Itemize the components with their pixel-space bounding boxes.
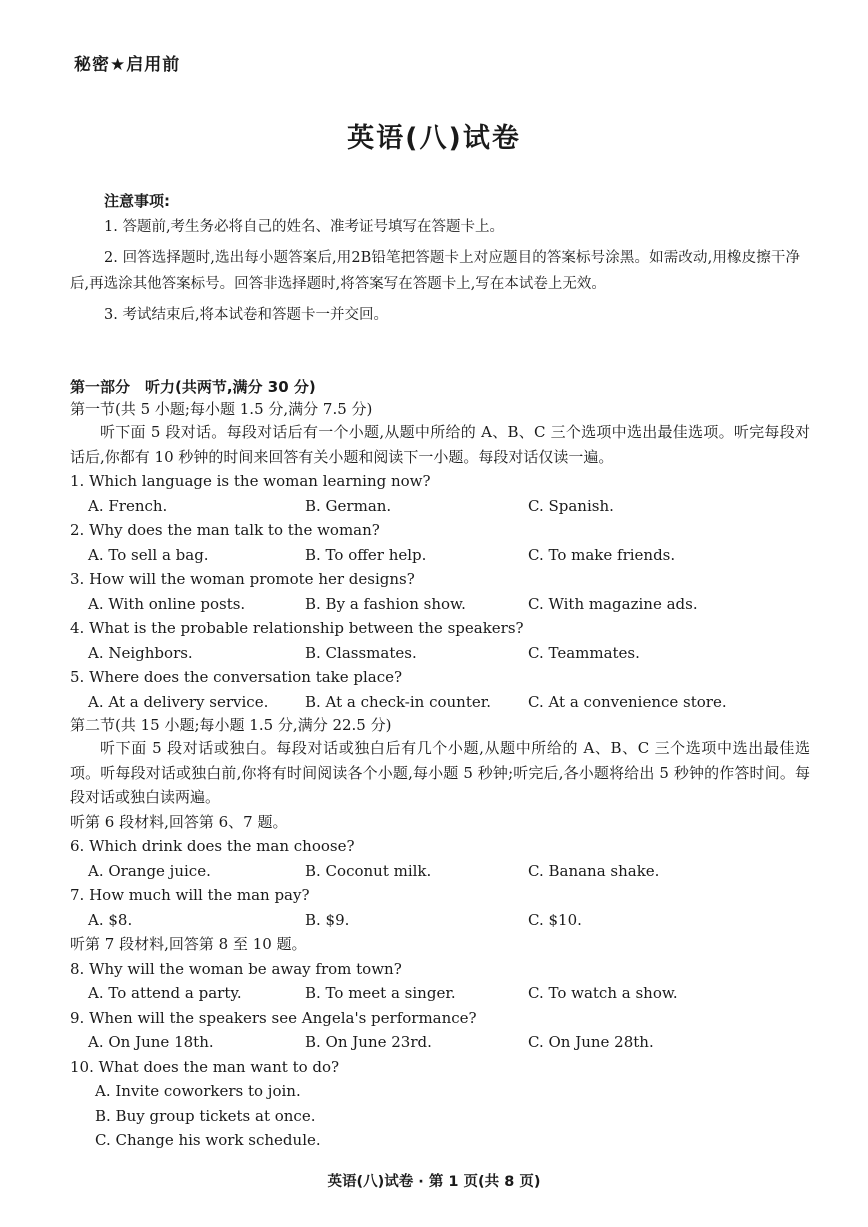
section2-instructions: 听下面 5 段对话或独白。每段对话或独白后有几个小题,从题中所给的 A、B、C 三个选项中选出最佳选项。听每段对话或独白前,你将有时间阅读各个小题,每小题 5 秒钟;听完后,各小题将给出 5 秒钟的作答时间。每段对话或独白读两遍。 xyxy=(70,739,810,806)
question-2: 2. Why does the man talk to the woman? xyxy=(70,521,380,539)
page-footer: 英语(八)试卷 · 第 1 页(共 8 页) xyxy=(327,1174,541,1190)
notice-item: 2. 回答选择题时,选出每小题答案后,用2B铅笔把答题卡上对应题目的答案标号涂黑。如需改动,用橡皮擦干净后,再选涂其他答案标号。回答非选择题时,将答案写在答题卡上,写在本试卷上无效。 xyxy=(70,250,800,292)
option-c: C. With magazine ads. xyxy=(528,594,698,613)
notice-section xyxy=(70,188,800,333)
notice-heading: 注意事项: xyxy=(104,192,170,210)
option-a: A. $8. xyxy=(88,910,133,929)
option-c: C. At a convenience store. xyxy=(528,692,727,711)
notice-item: 1. 答题前,考生务必将自己的姓名、准考证号填写在答题卡上。 xyxy=(104,219,505,235)
material-7-heading: 听第 7 段材料,回答第 8 至 10 题。 xyxy=(70,935,307,953)
question-1: 1. Which language is the woman learning now? xyxy=(70,472,431,490)
notice-item: 3. 考试结束后,将本试卷和答题卡一并交回。 xyxy=(104,307,389,323)
material-6-heading: 听第 6 段材料,回答第 6、7 题。 xyxy=(70,812,288,831)
options-9 xyxy=(70,1030,810,1055)
option-a: A. To attend a party. xyxy=(88,984,242,1002)
option-a: A. To sell a bag. xyxy=(88,545,209,564)
section1-instructions: 听下面 5 段对话。每段对话后有一个小题,从题中所给的 A、B、C 三个选项中选出最佳选项。听完每段对话后,你都有 10 秒钟的时间来回答有关小题和阅读下一小题。每段对话仅读一遍。 xyxy=(70,423,810,466)
option-c: C. To watch a show. xyxy=(528,984,678,1002)
option-a: A. On June 18th. xyxy=(88,1033,214,1051)
options-8 xyxy=(70,981,810,1006)
option-b: B. German. xyxy=(305,496,392,515)
option-c: C. Teammates. xyxy=(528,643,640,662)
section1-title: 第一节(共 5 小题;每小题 1.5 分,满分 7.5 分) xyxy=(70,400,373,418)
option-a: A. French. xyxy=(88,496,168,515)
option-b: B. To meet a singer. xyxy=(305,984,456,1002)
page-title: 英语(八)试卷 xyxy=(347,123,521,154)
part1-listening xyxy=(70,376,810,1153)
part-title: 第一部分 听力(共两节,满分 30 分) xyxy=(70,378,316,396)
section2-title: 第二节(共 15 小题;每小题 1.5 分,满分 22.5 分) xyxy=(70,716,392,734)
question-10: 10. What does the man want to do? xyxy=(70,1057,340,1076)
question-4: 4. What is the probable relationship between the speakers? xyxy=(70,619,524,637)
question-5: 5. Where does the conversation take place? xyxy=(70,668,403,686)
option-c: C. Banana shake. xyxy=(528,861,660,880)
options-4 xyxy=(70,641,810,666)
option-b: B. On June 23rd. xyxy=(305,1033,432,1051)
question-6: 6. Which drink does the man choose? xyxy=(70,837,355,855)
option-c: C. Change his work schedule. xyxy=(95,1131,321,1149)
option-b: B. By a fashion show. xyxy=(305,594,466,613)
option-a: A. Neighbors. xyxy=(88,643,193,662)
question-3: 3. How will the woman promote her designs? xyxy=(70,570,415,588)
options-3 xyxy=(70,592,810,617)
option-a: A. At a delivery service. xyxy=(88,692,269,711)
option-a: A. Invite coworkers to join. xyxy=(95,1082,301,1100)
options-5 xyxy=(70,690,810,715)
question-8: 8. Why will the woman be away from town? xyxy=(70,959,402,978)
options-1 xyxy=(70,494,810,519)
question-9: 9. When will the speakers see Angela's performance? xyxy=(70,1008,477,1027)
option-a: A. With online posts. xyxy=(88,594,246,613)
option-b: B. $9. xyxy=(305,910,350,929)
option-c: C. On June 28th. xyxy=(528,1033,654,1051)
options-7 xyxy=(70,908,810,933)
option-c: C. To make friends. xyxy=(528,545,676,564)
option-a: A. Orange juice. xyxy=(88,861,211,880)
option-b: B. Coconut milk. xyxy=(305,861,432,880)
question-7: 7. How much will the man pay? xyxy=(70,886,310,904)
secret-label: 秘密★启用前 xyxy=(74,55,181,75)
option-b: B. Classmates. xyxy=(305,643,417,662)
option-c: C. Spanish. xyxy=(528,496,614,515)
option-b: B. At a check-in counter. xyxy=(305,692,492,711)
options-2 xyxy=(70,543,810,568)
option-b: B. Buy group tickets at once. xyxy=(95,1106,316,1125)
option-c: C. $10. xyxy=(528,910,582,929)
options-6 xyxy=(70,859,810,884)
option-b: B. To offer help. xyxy=(305,545,427,564)
